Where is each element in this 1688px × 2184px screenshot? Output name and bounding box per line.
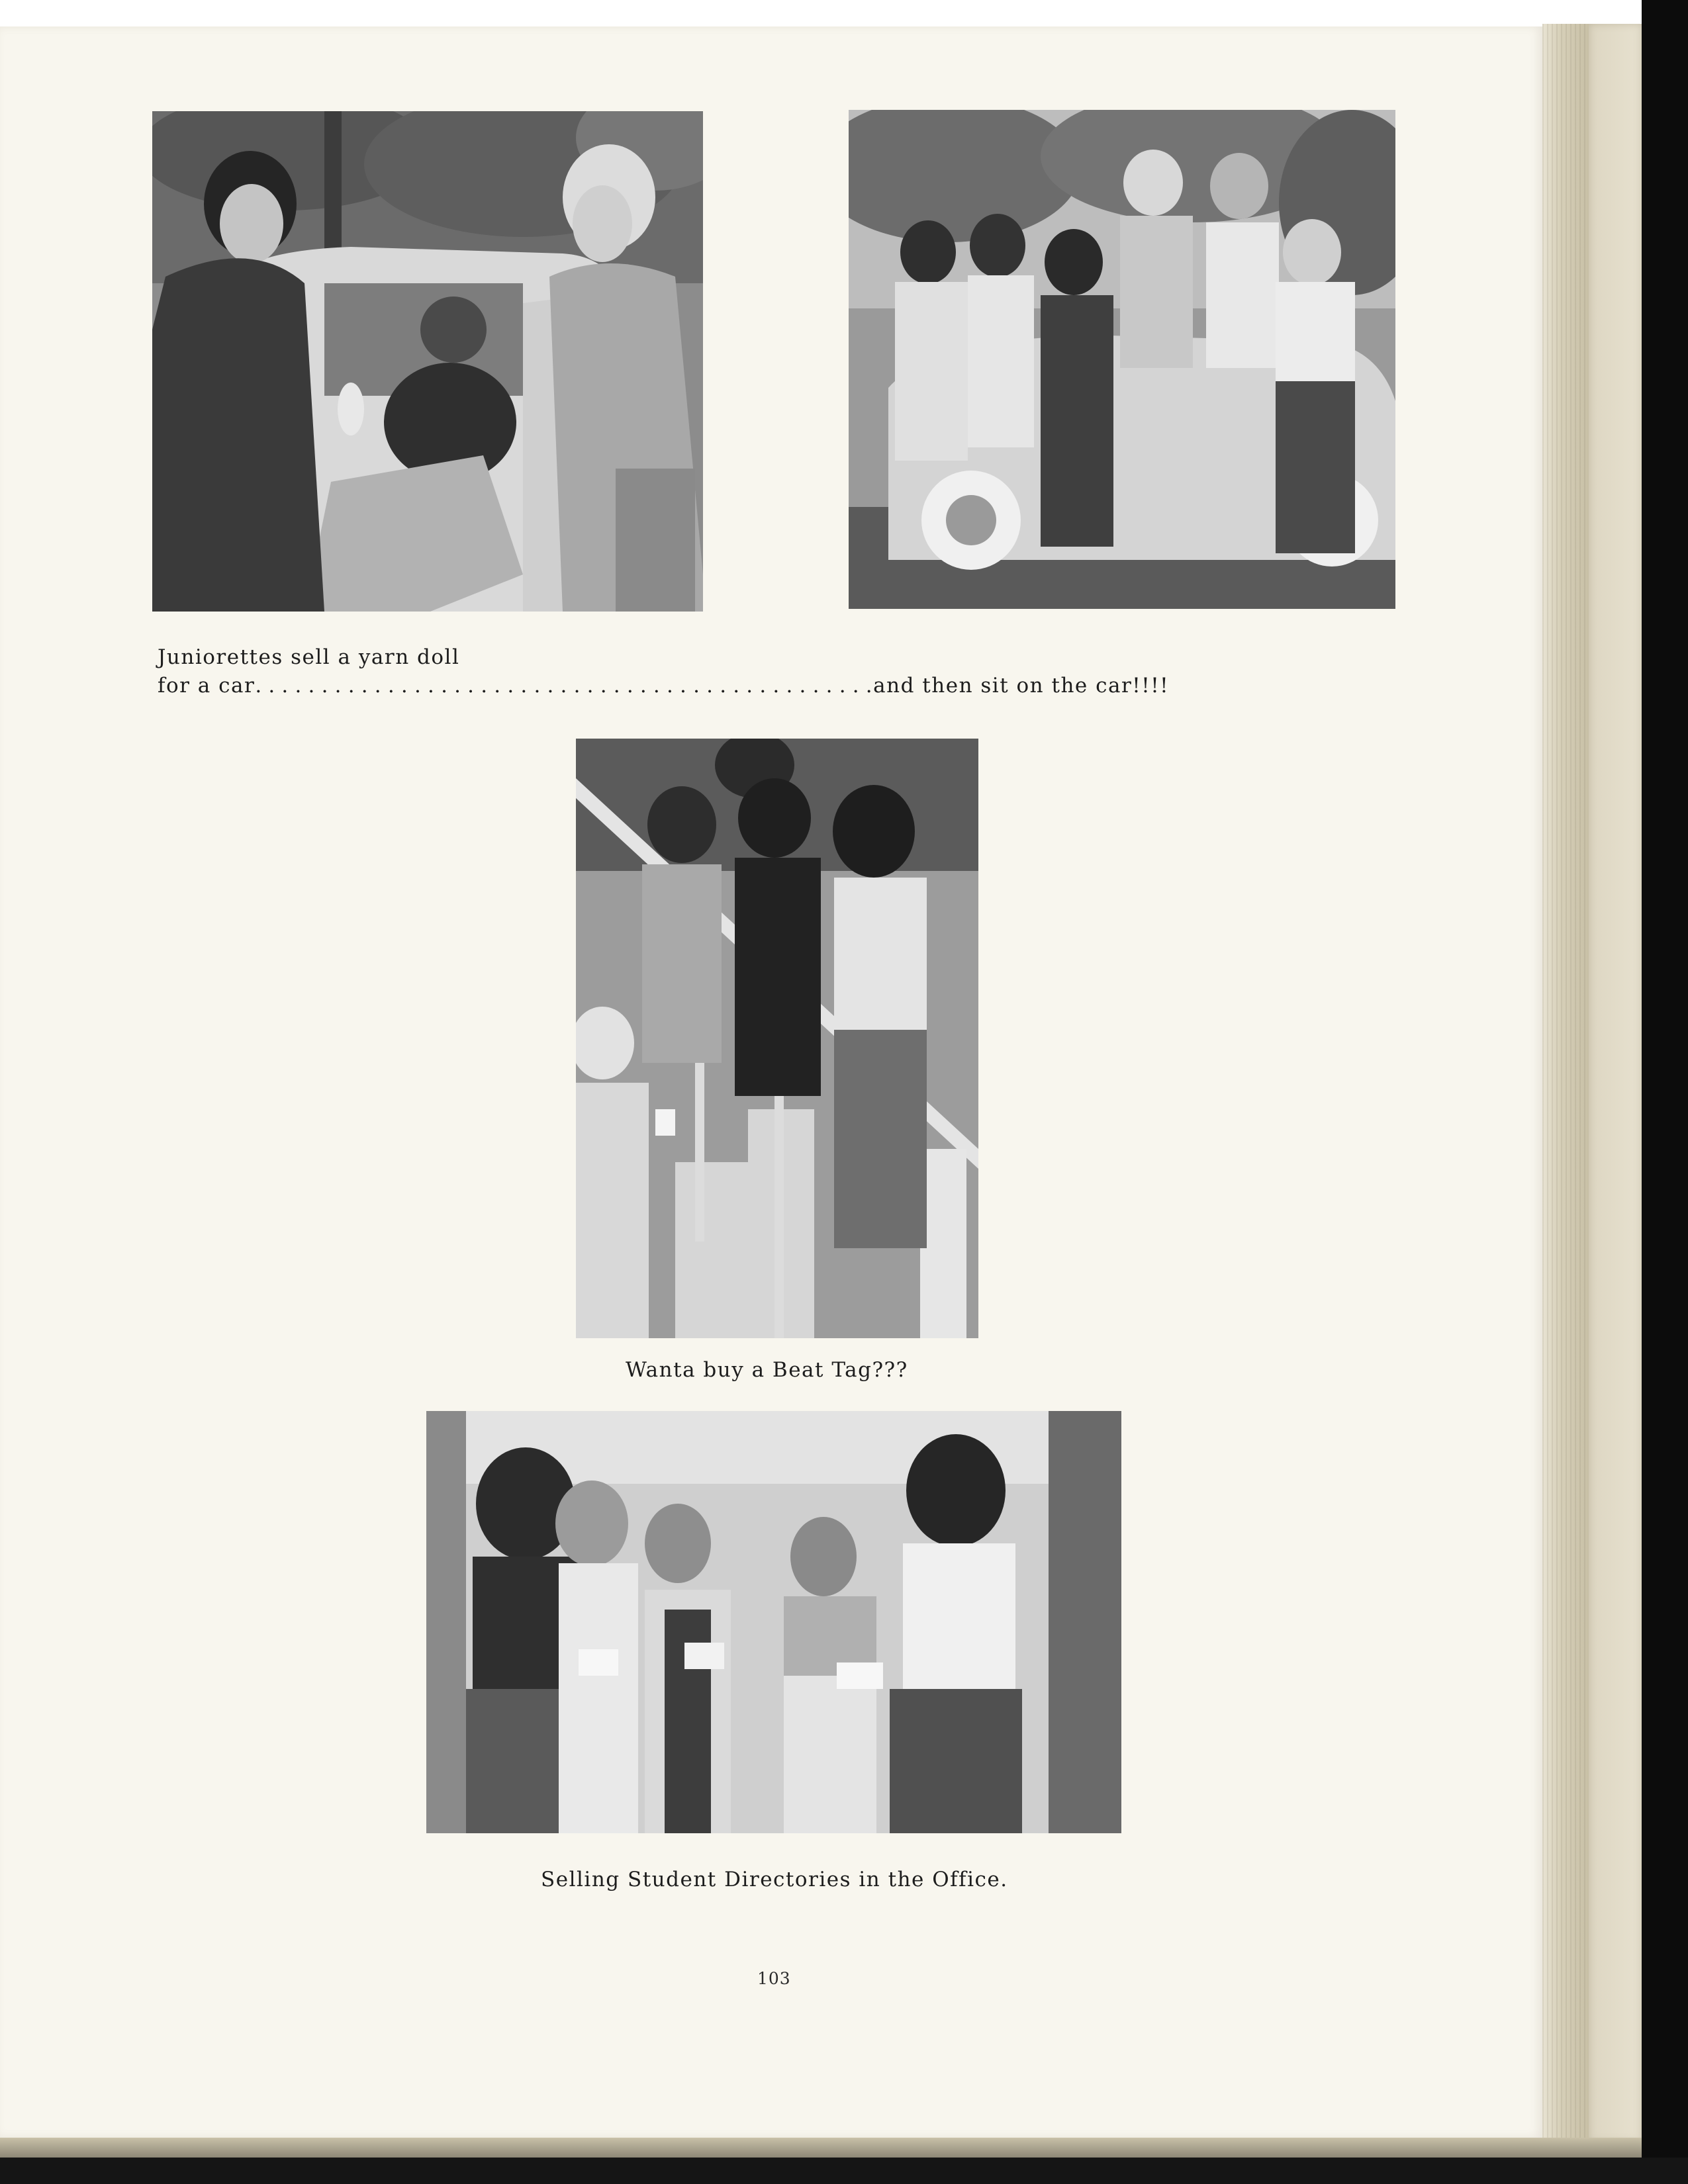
scan-background-right — [1642, 0, 1688, 2184]
page-edges — [1542, 24, 1589, 2142]
photo-girls-on-car — [849, 110, 1395, 609]
caption-beat-tag: Wanta buy a Beat Tag??? — [626, 1358, 908, 1382]
photo-office-directories — [426, 1411, 1121, 1833]
caption-yarn-doll-line1: Juniorettes sell a yarn doll — [158, 645, 460, 669]
caption-sit-on-car: .and then sit on the car!!!! — [865, 674, 1170, 698]
book-bottom-edge — [0, 2138, 1642, 2158]
photo-yarn-doll-sale — [152, 111, 703, 612]
page-number: 103 — [757, 1969, 791, 1988]
book-cover-edge — [1589, 24, 1642, 2142]
caption-for-a-car: for a car — [158, 674, 256, 698]
caption-dot-leader: .............................................. — [255, 674, 866, 698]
scan-background-bottom — [0, 2158, 1688, 2184]
caption-office: Selling Student Directories in the Office. — [541, 1868, 1008, 1891]
caption-yarn-doll-line2 — [158, 674, 1169, 698]
photo-beat-tag-stairs — [576, 739, 978, 1338]
